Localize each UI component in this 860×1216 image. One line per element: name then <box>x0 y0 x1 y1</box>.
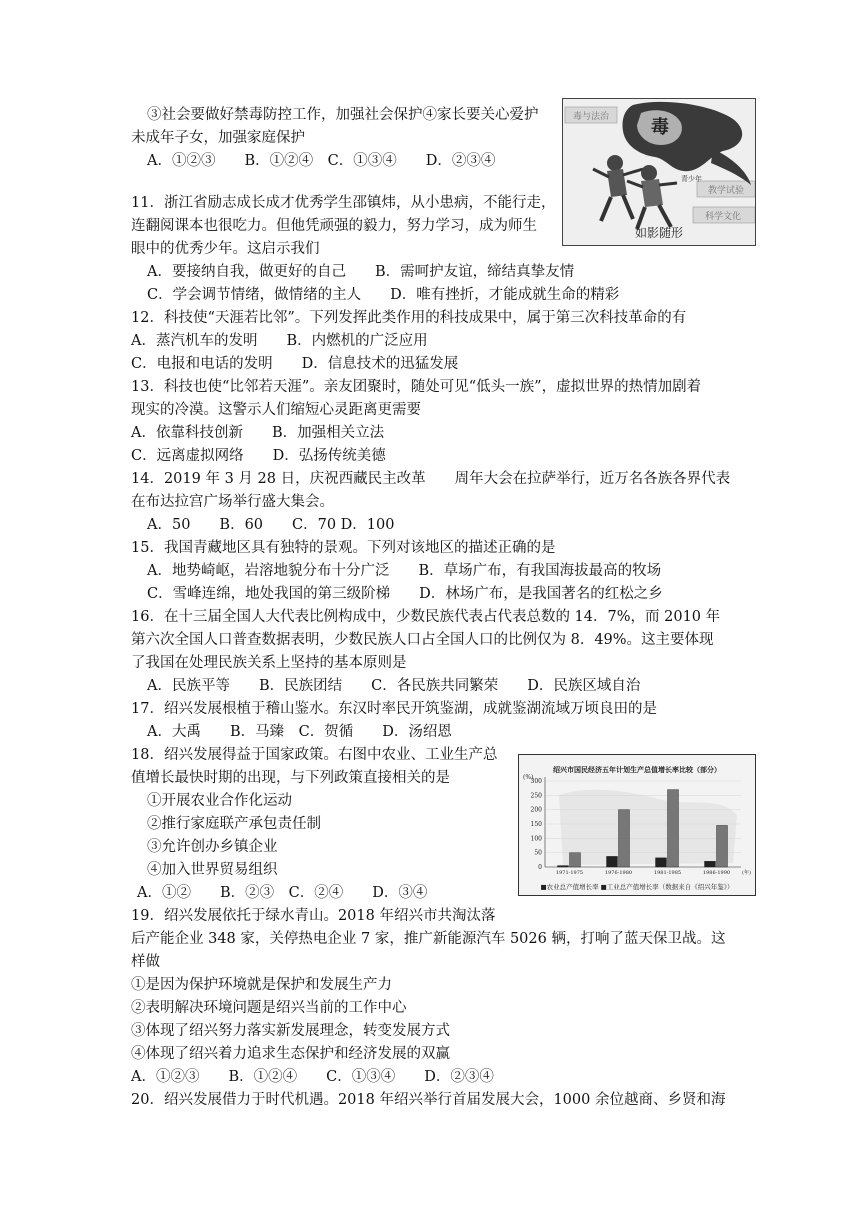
answer-options: A．蒸汽机车的发明 B．内燃机的广泛应用 <box>131 333 428 349</box>
chart-background-map <box>559 790 737 865</box>
x-tick-label: 1986-1990 <box>702 870 731 876</box>
question-15: 15．我国青藏地区具有独特的景观。下列对该地区的描述正确的是 <box>131 540 556 556</box>
text-line: 连翻阅课本也很吃力。但他凭顽强的毅力，努力学习，成为师生 <box>131 218 537 234</box>
statement-1: ①开展农业合作化运动 <box>147 793 292 809</box>
bar-agriculture <box>607 856 618 867</box>
question-18: 18．绍兴发展得益于国家政策。右图中农业、工业生产总 <box>131 747 498 763</box>
x-axis-unit: (年) <box>742 870 751 876</box>
answer-options: C．电报和电话的发明 D．信息技术的迅猛发展 <box>131 356 459 372</box>
answer-options: A．地势崎岖，岩溶地貌分布十分广泛 B．草场广布，有我国海拔最高的牧场 <box>147 563 662 579</box>
answer-options: C．雪峰连绵，地处我国的第三级阶梯 D．林场广布，是我国著名的红松之乡 <box>147 586 663 602</box>
poison-label: 毒 <box>651 117 669 138</box>
bar-industry <box>619 810 630 867</box>
kid-label: 青少年 <box>681 175 702 183</box>
x-tick-label: 1976-1980 <box>604 870 633 876</box>
text-line: 眼中的优秀少年。这启示我们 <box>131 241 320 257</box>
question-20: 20．绍兴发展借力于时代机遇。2018 年绍兴举行首届发展大会，1000 余位越商、乡贤和海 <box>131 1092 726 1108</box>
sign-text: 教学试验 <box>707 186 745 196</box>
answer-options: A．①②③ B．①②④ C．①③④ D．②③④ <box>131 1069 494 1085</box>
text-line: 样做 <box>131 954 160 970</box>
y-tick-label: 50 <box>534 849 542 857</box>
y-axis-unit: (%) <box>523 774 534 781</box>
cartoon-caption: 如影随形 <box>634 226 683 240</box>
statement-2: ②推行家庭联产承包责任制 <box>147 816 321 832</box>
text-line: 未成年子女，加强家庭保护 <box>131 130 305 146</box>
text-line: 现实的冷漠。这警示人们缩短心灵距离更需要 <box>131 402 421 418</box>
text-line: 值增长最快时期的出现，与下列政策直接相关的是 <box>131 770 450 786</box>
x-tick-label: 1971-1975 <box>555 870 584 876</box>
answer-options: C．学会调节情绪，做情绪的主人 D．唯有挫折，才能成就生命的精彩 <box>147 287 620 303</box>
question-17: 17．绍兴发展根植于稽山鉴水。东汉时率民开筑鉴湖，成就鉴湖流域万顷良田的是 <box>131 701 657 717</box>
bar-agriculture <box>656 858 667 867</box>
question-16: 16．在十三届全国人大代表比例构成中，少数民族代表占代表总数的 14．7%，而 2010 年 <box>131 609 721 625</box>
answer-options: C．远离虚拟网络 D．弘扬传统美德 <box>131 448 386 464</box>
y-tick-label: 150 <box>530 821 542 828</box>
bar-agriculture <box>705 861 716 867</box>
question-13: 13．科技也使“比邻若天涯”。亲友团聚时，随处可见“低头一族”，虚拟世界的热情加剧着 <box>131 379 702 395</box>
answer-options: A．民族平等 B．民族团结 C．各民族共同繁荣 D．民族区域自治 <box>147 678 641 694</box>
sign-text: 科学文化 <box>704 212 742 222</box>
y-tick-label: 300 <box>530 778 542 785</box>
answer-options: A．①② B．②③ C．②④ D．③④ <box>137 885 428 901</box>
text-line: 了我国在处理民族关系上坚持的基本原则是 <box>131 655 407 671</box>
chart-plot <box>519 755 755 895</box>
y-tick-label: 0 <box>538 864 542 871</box>
statement-4: ④加入世界贸易组织 <box>147 862 278 878</box>
question-12: 12．科技使“天涯若比邻”。下列发挥此类作用的科技成果中，属于第三次科技革命的有 <box>131 310 687 326</box>
statement-4: ④体现了绍兴着力追求生态保护和经济发展的双赢 <box>131 1046 450 1062</box>
text-line: 后产能企业 348 家，关停热电企业 7 家，推广新能源汽车 5026 辆，打响了蓝天保卫战。这 <box>131 931 726 947</box>
statement-3: ③允许创办乡镇企业 <box>147 839 278 855</box>
text-line: 第六次全国人口普查数据表明，少数民族人口占全国人口的比例仅为 8．49%。这主要体现 <box>131 632 714 648</box>
statement-2: ②表明解决环境问题是绍兴当前的工作中心 <box>131 1000 407 1016</box>
question-19: 19．绍兴发展依托于绿水青山。2018 年绍兴市共淘汰落 <box>131 908 496 924</box>
sign-text: 毒与法治 <box>572 112 610 122</box>
bar-agriculture <box>558 866 569 867</box>
answer-options: A．要接纳自我，做更好的自己 B．需呵护友谊，缔结真挚友情 <box>147 264 575 280</box>
y-tick-label: 100 <box>530 835 542 843</box>
chart-legend: ■农业总产值增长率 ■工业总产值增长率（数据来自《绍兴年鉴》） <box>540 883 734 891</box>
question-11: 11．浙江省励志成长成才优秀学生邵镇炜，从小患病，不能行走， <box>131 195 556 211</box>
bar-industry <box>668 790 679 867</box>
chart-title: 绍兴市国民经济五年计划生产总值增长率比较（部分） <box>553 765 721 774</box>
text-line: 在布达拉宫广场举行盛大集会。 <box>131 494 334 510</box>
answer-options: A．①②③ B．①②④ C．①③④ D．②③④ <box>147 153 496 169</box>
statement-1: ①是因为保护环境就是保护和发展生产力 <box>131 977 392 993</box>
bar-chart <box>518 754 756 896</box>
answer-options: A．大禹 B．马臻 C．贺循 D．汤绍恩 <box>147 724 452 740</box>
x-tick-label: 1981-1985 <box>653 870 682 876</box>
answer-options: A．50 B．60 C．70 D．100 <box>147 517 395 533</box>
answer-options: A．依靠科技创新 B．加强相关立法 <box>131 425 385 441</box>
question-14: 14．2019 年 3 月 28 日，庆祝西藏民主改革 周年大会在拉萨举行，近万名各族各界代表 <box>131 471 731 487</box>
cartoon-illustration <box>562 98 756 246</box>
y-tick-label: 200 <box>530 806 542 814</box>
bar-industry <box>717 825 728 867</box>
statement-3: ③体现了绍兴努力落实新发展理念，转变发展方式 <box>131 1023 450 1039</box>
text-line: ③社会要做好禁毒防控工作，加强社会保护④家长要关心爱护 <box>147 107 539 123</box>
bar-industry <box>570 853 581 867</box>
y-tick-label: 250 <box>530 792 542 800</box>
